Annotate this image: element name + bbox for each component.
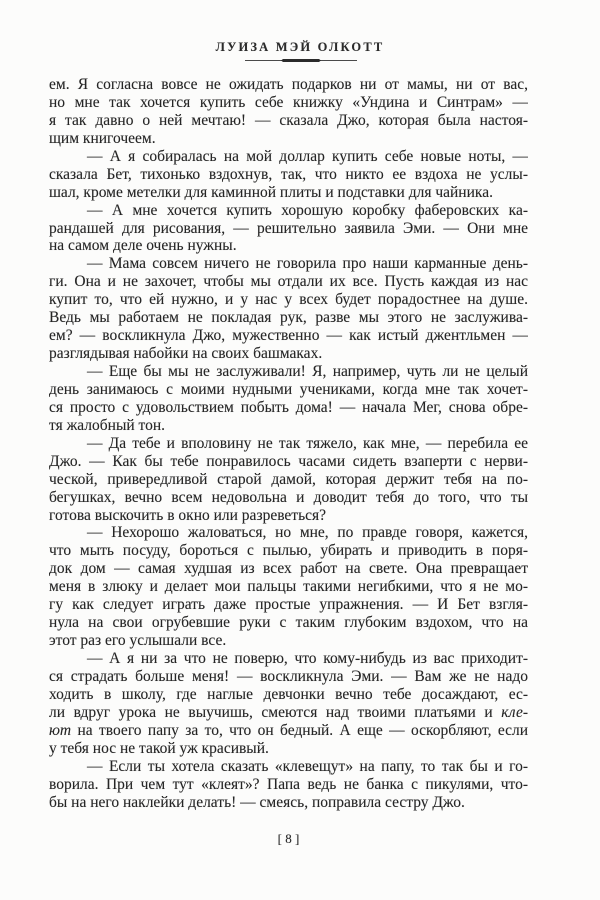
text-segment: тя жалобный тон. <box>49 416 166 434</box>
paragraph <box>49 524 528 650</box>
text-segment: — Нехорошо жаловаться, но мне, по правде говоря, кажется, <box>87 524 528 542</box>
text-segment: — Мама совсем ничего не говорила про наши карманные день- <box>87 255 528 273</box>
text-segment: нула на свои огрубевшие руки с таким глубоким вздохом, что на <box>49 614 528 632</box>
text-line <box>49 363 528 381</box>
text-line <box>49 148 528 166</box>
text-line <box>49 524 528 542</box>
text-segment: бегушках, вечно всем недовольна и доводит тебя до того, что ты <box>49 488 528 506</box>
page-number: [ 8 ] <box>277 831 300 846</box>
text-segment: этот раз его услышали все. <box>49 632 227 650</box>
text-segment: ся страдать больше меня! — воскликнула Эми. — Вам же не надо <box>49 667 528 685</box>
text-line <box>49 166 528 184</box>
text-segment: — А мне хочется купить хорошую коробку фаберовских ка- <box>87 201 528 219</box>
text-segment: ся просто с удовольствием побыть дома! — начала Мег, снова обре- <box>49 398 528 416</box>
text-line <box>49 740 528 758</box>
text-line <box>49 542 528 560</box>
text-segment: — А я собиралась на мой доллар купить себе новые ноты, — <box>87 147 528 165</box>
text-line <box>49 184 528 202</box>
text-segment: — Еще бы мы не заслуживали! Я, например, чуть ли не целый <box>87 363 528 380</box>
text-segment: Джо. — Как бы тебе понравилось часами сидеть взаперти с нерви- <box>49 452 528 470</box>
text-line <box>49 794 528 812</box>
text-line <box>49 758 528 776</box>
text-segment: день занимаюсь с моими нудными учениками, когда мне так хочет- <box>49 380 528 398</box>
text-line <box>49 291 528 309</box>
text-line <box>49 686 528 704</box>
paragraph <box>49 435 528 525</box>
paragraph <box>49 255 528 363</box>
text-line <box>49 453 528 471</box>
text-line <box>49 237 528 255</box>
text-segment: рандашей для рисования, — решительно заявила Эми. — Они мне <box>49 219 528 237</box>
text-line <box>49 704 528 722</box>
text-line <box>49 471 528 489</box>
text-line <box>49 507 528 525</box>
text-line <box>49 202 528 220</box>
text-line <box>49 255 528 273</box>
running-head-author: ЛУИЗА МЭЙ ОЛКОТТ <box>215 40 385 54</box>
text-segment: ги. Она и не захочет, чтобы мы отдали их все. Пусть каждая из нас <box>49 273 528 291</box>
text-segment: на самом деле очень нужны. <box>49 237 237 255</box>
text-segment: у тебя нос не такой уж красивый. <box>49 739 269 757</box>
text-line <box>49 417 528 435</box>
text-line <box>49 130 528 148</box>
text-segment: на твоего папу за то, что он бедный. А еще — оскорбляют, если <box>71 721 528 739</box>
text-line <box>49 112 528 130</box>
divider-ornament <box>245 59 357 62</box>
text-segment: ли вдруг урока не выучишь, смеются над твоими платьями и <box>49 703 502 721</box>
text-segment: я так давно о ней мечтаю! — сказала Джо, которая была настоя- <box>49 111 528 129</box>
text-line <box>49 632 528 650</box>
text-line <box>49 327 528 345</box>
text-segment: что мыть посуду, бороться с пылью, убирать и приводить в поря- <box>49 542 528 560</box>
text-segment: шал, кроме метелки для каминной плиты и подставки для чайника. <box>49 183 493 201</box>
text-line <box>49 435 528 453</box>
text-line <box>49 578 528 596</box>
text-segment: док дом — самая худшая из всех работ на свете. Она превращает <box>49 560 528 578</box>
body-text <box>49 76 528 811</box>
text-line <box>49 722 528 740</box>
text-segment: ем? — воскликнула Джо, мужественно — как истый джентльмен — <box>49 327 528 345</box>
text-segment: ем. Я согласна вовсе не ожидать подарков ни от мамы, ни от вас, <box>49 76 528 93</box>
text-segment: ческой, привередливой старой дамой, которая держит тебя на по- <box>49 470 528 488</box>
paragraph <box>49 758 528 812</box>
text-line <box>49 76 528 94</box>
paragraph <box>49 76 528 148</box>
text-segment: купит то, что ей нужно, и у нас у всех будет порадостнее на душе. <box>49 291 528 309</box>
paragraph <box>49 363 528 435</box>
text-line <box>49 381 528 399</box>
text-segment: ходить в школу, где наглые девчонки вечно тебе досаждают, ес- <box>49 685 528 703</box>
divider-thick-bar <box>281 59 321 62</box>
text-segment: щим книгочеем. <box>49 129 156 147</box>
text-segment: готова выскочить в окно или разреветься? <box>49 506 327 524</box>
text-line <box>49 596 528 614</box>
text-line <box>49 345 528 363</box>
text-line <box>49 399 528 417</box>
text-line <box>49 560 528 578</box>
text-segment: ворила. При чем тут «клеят»? Папа ведь не банка с пикулями, что- <box>49 775 528 793</box>
text-segment: гу как следует играть даже простые упражнения. — И Бет взгля- <box>49 596 528 614</box>
text-segment: сказала Бет, тихонько вздохнув, так, что никто ее вздоха не услы- <box>49 165 528 183</box>
text-segment: бы на него наклейки делать! — смеясь, поправила сестру Джо. <box>49 793 465 811</box>
italic-text-segment: кле- <box>501 703 528 721</box>
text-line <box>49 650 528 668</box>
text-line <box>49 668 528 686</box>
text-segment: разглядывая набойки на своих башмаках. <box>49 345 323 363</box>
text-segment: Ведь мы работаем не покладая рук, разве мы этого не заслужива- <box>49 309 528 327</box>
text-line <box>49 614 528 632</box>
text-line <box>49 220 528 238</box>
paragraph <box>49 650 528 758</box>
paragraph <box>49 202 528 256</box>
text-segment: — А я ни за что не поверю, что кому-нибудь из вас приходит- <box>87 650 528 667</box>
text-segment: — Да тебе и вполовину не так тяжело, как мне, — перебила ее <box>87 434 528 452</box>
text-line <box>49 94 528 112</box>
text-line <box>49 273 528 291</box>
paragraph <box>49 148 528 202</box>
text-segment: но мне так хочется купить себе книжку «Ундина и Синтрам» — <box>49 93 528 111</box>
text-line <box>49 776 528 794</box>
italic-text-segment: ют <box>49 721 72 739</box>
text-segment: меня в злюку и делает мои пальцы такими негибкими, что я не мо- <box>49 578 528 596</box>
text-line <box>49 309 528 327</box>
text-segment: — Если ты хотела сказать «клевещут» на папу, то так бы и го- <box>87 757 528 775</box>
text-line <box>49 489 528 507</box>
